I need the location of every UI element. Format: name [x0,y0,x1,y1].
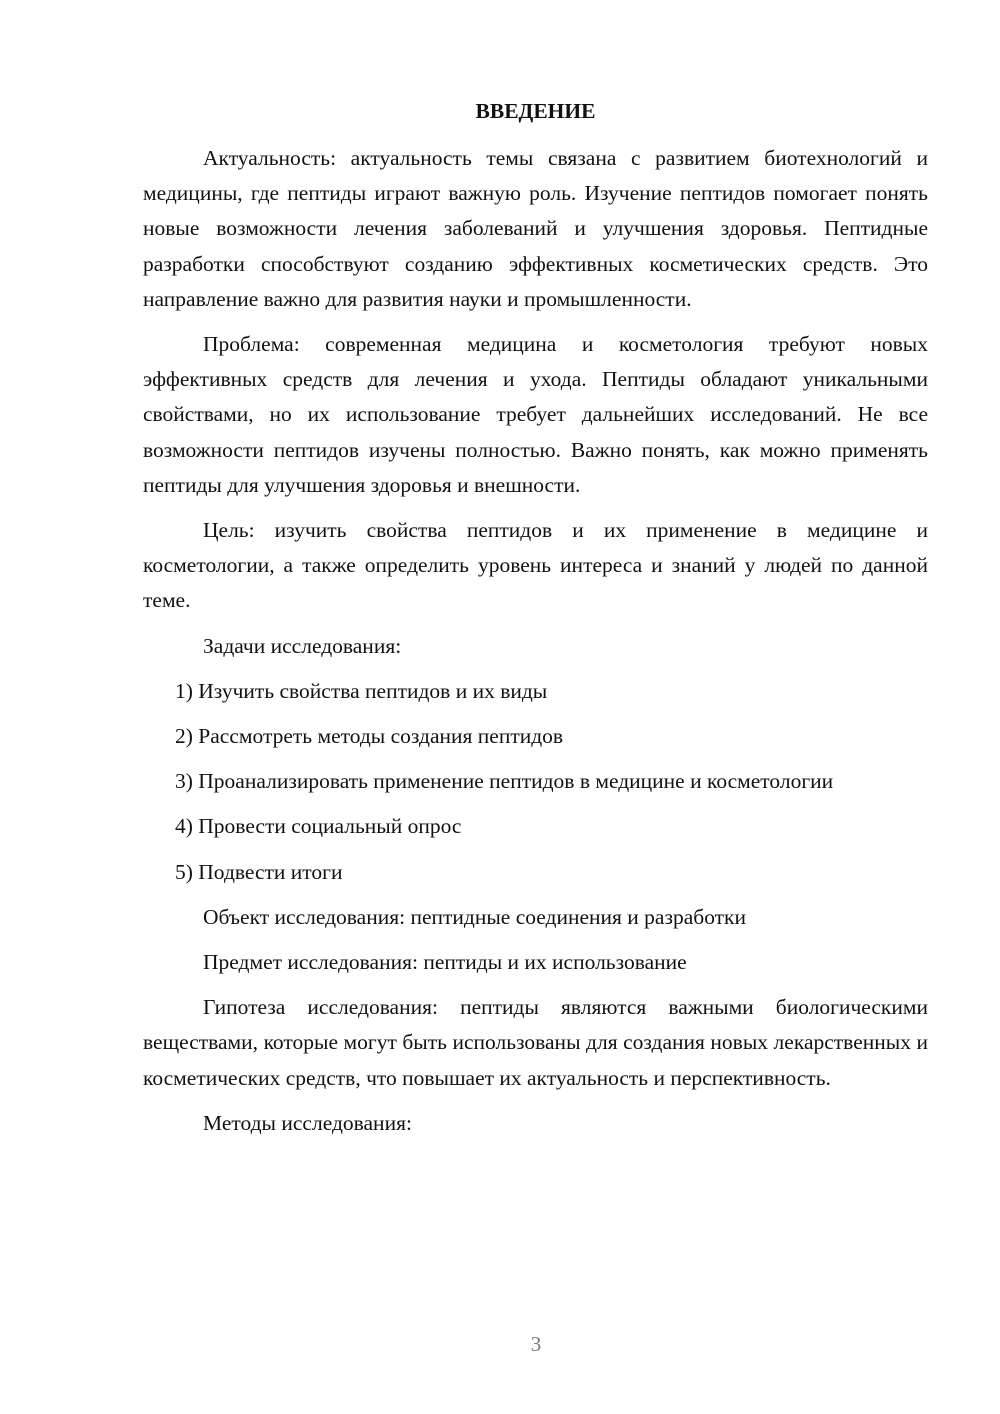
page-number: 3 [530,1332,542,1356]
paragraph-relevance: Актуальность: актуальность темы связана с развитием биотехнологий и медицины, где пептиды играют важную роль. Изучение пептидов помогает понять новые возможности лечения заболеваний и улучшения здоровья. Пептидные разработки способствуют созданию эффективных косметических средств. Это направление важно для развития науки и промышленности. [143,146,928,311]
paragraph-tasks-heading: Задачи исследования: [203,633,402,658]
list-item-task-1: 1) Изучить свойства пептидов и их виды [175,678,548,703]
paragraph-goal: Цель: изучить свойства пептидов и их применение в медицине и косметологии, а также определить уровень интереса и знаний у людей по данной теме. [143,518,928,613]
list-item-task-3: 3) Проанализировать применение пептидов в медицине и косметологии [175,769,834,794]
paragraph-hypothesis: Гипотеза исследования: пептиды являются важными биологическими веществами, которые могут быть использованы для создания новых лекарственных и косметических средств, что повышает их актуальность и перспективность. [143,995,928,1090]
document-page [143,96,928,1151]
list-item-task-4: 4) Провести социальный опрос [175,814,462,839]
paragraph-problem: Проблема: современная медицина и косметология требуют новых эффективных средств для лечения и ухода. Пептиды обладают уникальными свойствами, но их использование требует дальнейших исследований. Не все возможности пептидов изучены полностью. Важно понять, как можно применять пептиды для улучшения здоровья и внешности. [143,332,928,497]
list-item-task-5: 5) Подвести итоги [175,859,343,884]
list-item-task-2: 2) Рассмотреть методы создания пептидов [175,724,564,749]
paragraph-subject: Предмет исследования: пептиды и их использование [203,950,687,975]
paragraph-object: Объект исследования: пептидные соединения и разработки [203,904,747,929]
paragraph-methods: Методы исследования: [203,1110,412,1135]
section-heading: ВВЕДЕНИЕ [475,99,596,123]
